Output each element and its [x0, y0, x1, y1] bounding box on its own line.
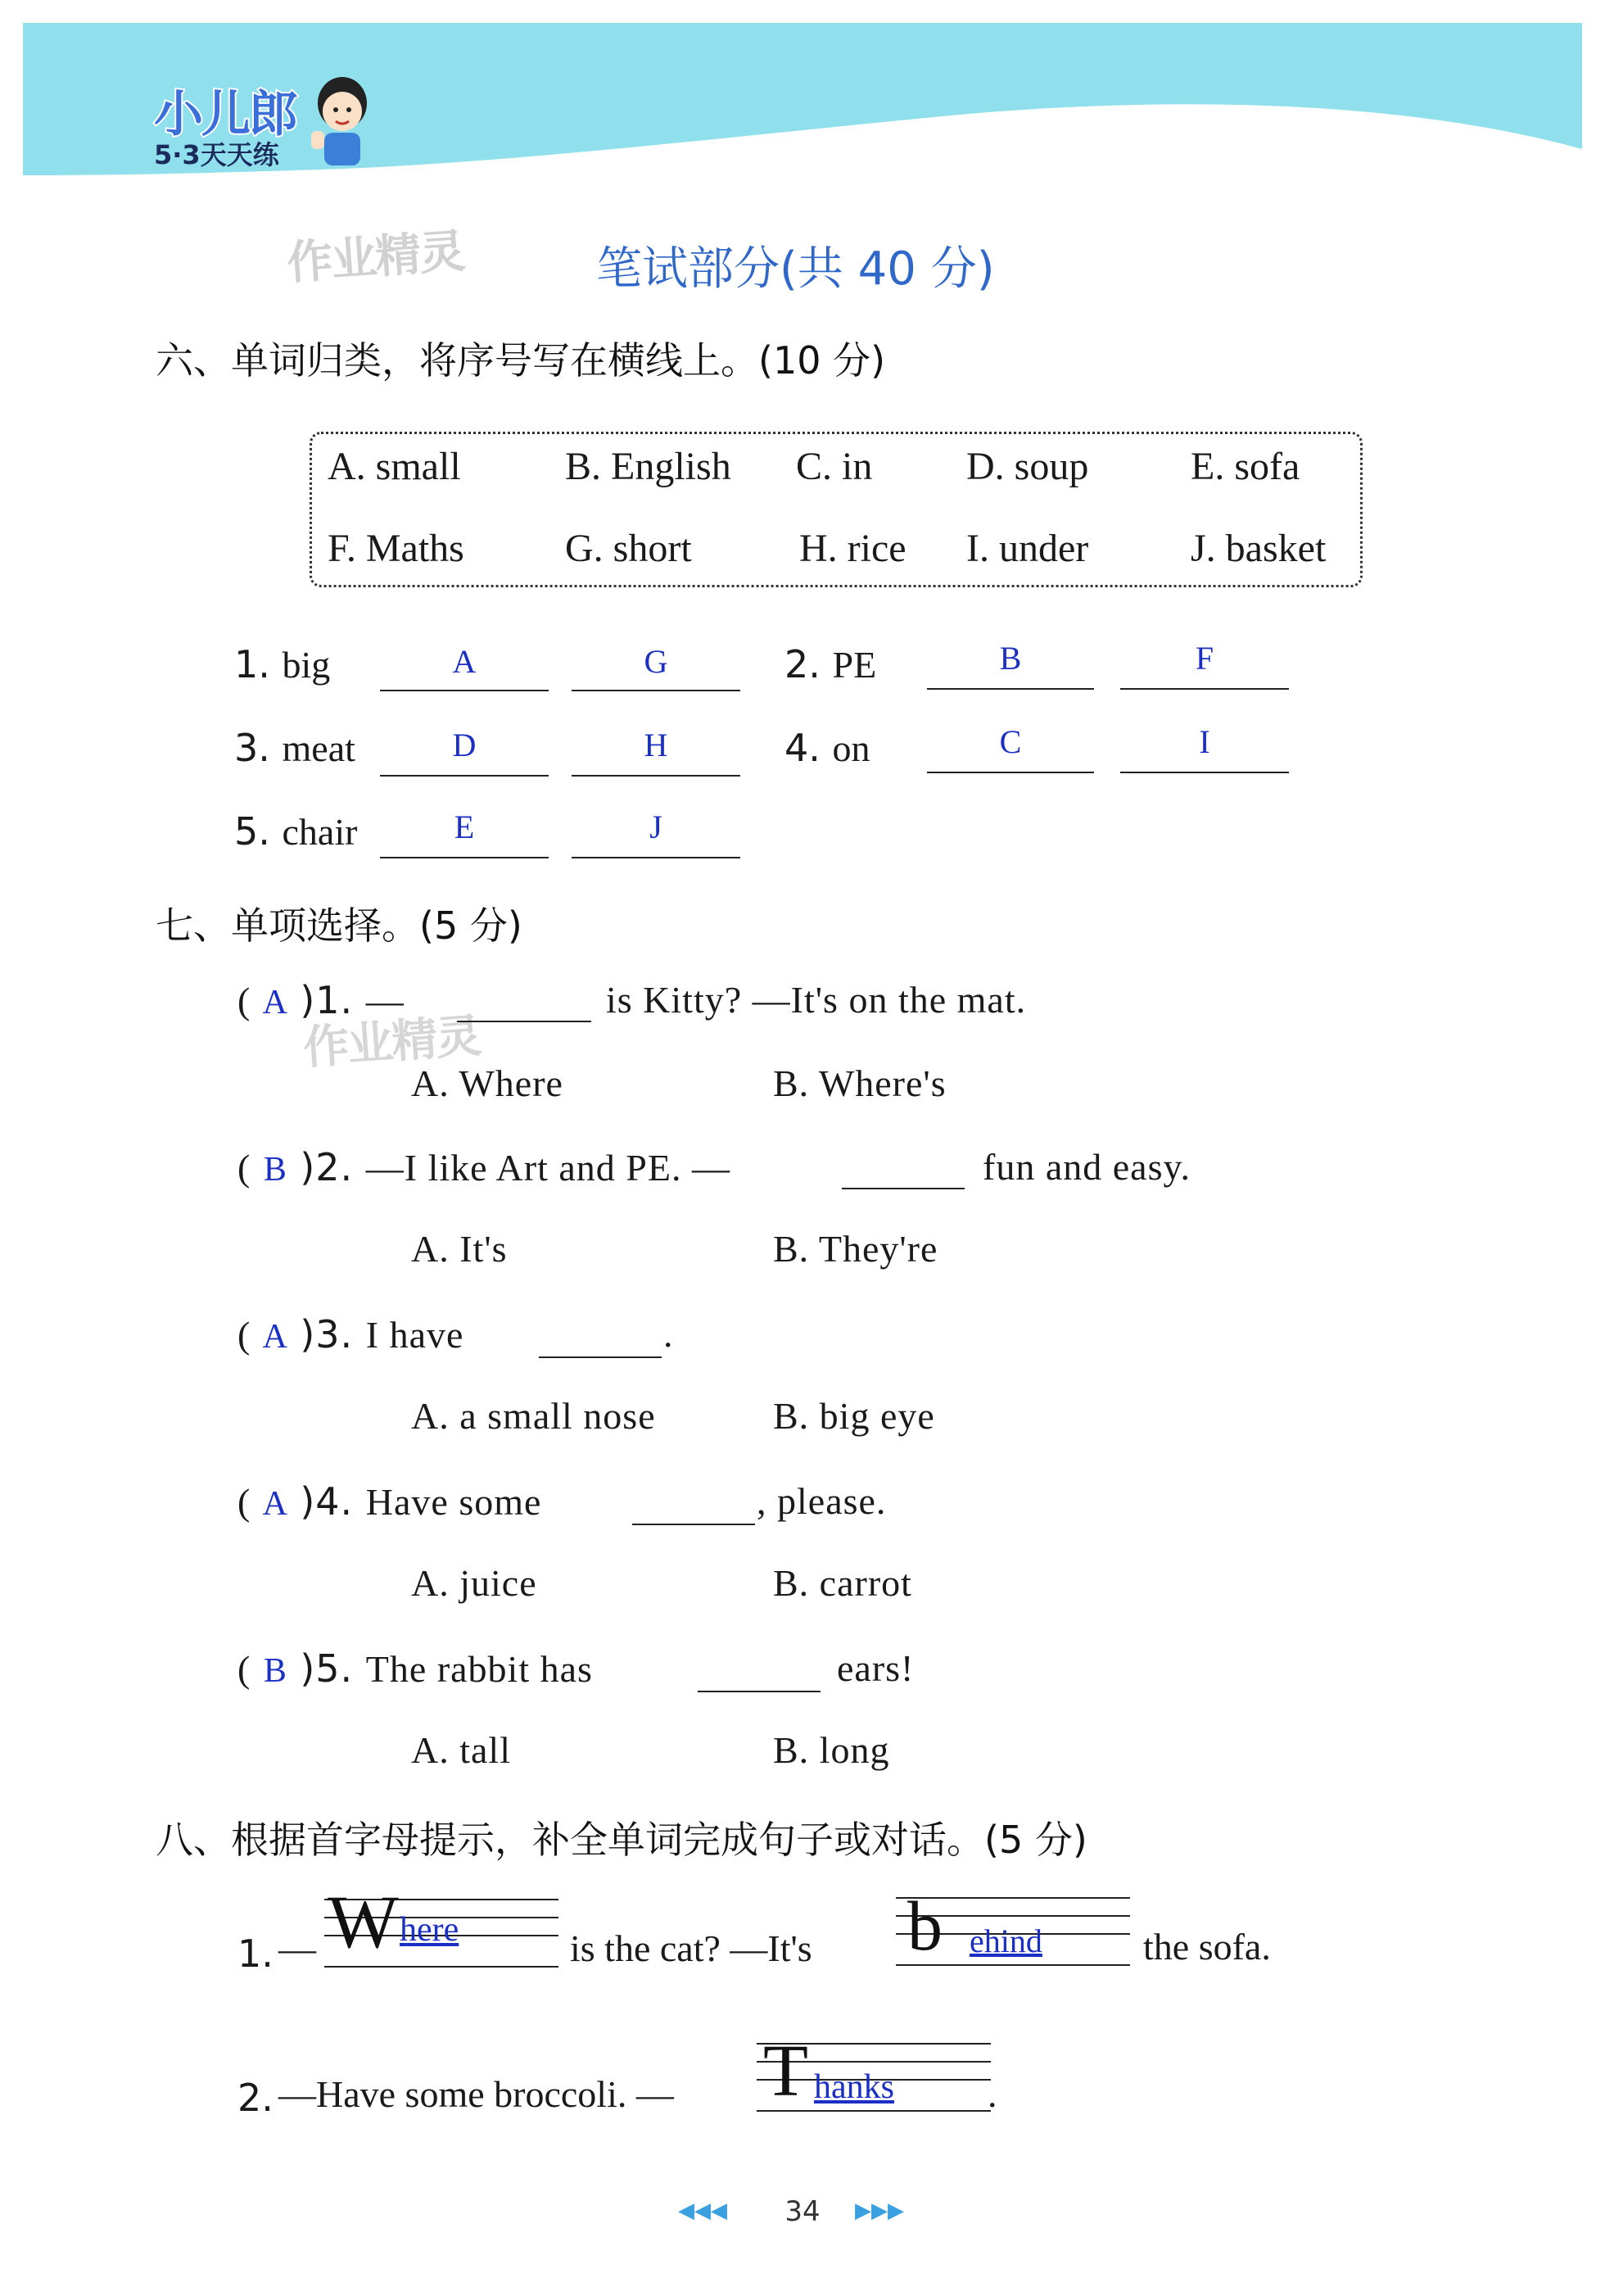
- option-b[interactable]: B. big eye: [773, 1395, 935, 1437]
- mc-question-2: ( B )2. —I like Art and PE. —: [237, 1145, 730, 1189]
- question-text: ears!: [837, 1647, 915, 1689]
- item-word: PE: [832, 644, 877, 686]
- next-arrows-icon: ▶▶▶: [855, 2199, 904, 2223]
- answer-text: H: [644, 727, 668, 763]
- option-a[interactable]: A. tall: [411, 1729, 511, 1771]
- option-b[interactable]: B. carrot: [773, 1562, 912, 1604]
- question-text: .: [663, 1313, 674, 1355]
- sort-item-2: [784, 642, 876, 686]
- question-text: the sofa.: [1143, 1926, 1271, 1968]
- question-text: —I like Art and PE. —: [365, 1147, 730, 1189]
- question-text: —Have some broccoli. —: [278, 2073, 674, 2115]
- answer-text: B: [999, 640, 1022, 677]
- dash: —: [278, 1927, 316, 1969]
- word-option: C. in: [796, 445, 873, 488]
- logo-title: 小儿郎: [154, 86, 296, 143]
- answer-line[interactable]: [698, 1691, 821, 1692]
- answer-line[interactable]: [632, 1524, 755, 1525]
- sort-item-1: [234, 642, 330, 686]
- mc-question-5: ( B )5. The rabbit has: [237, 1646, 593, 1691]
- sentence-end: .: [988, 2073, 997, 2115]
- mc-question-4: ( A )4. Have some: [237, 1479, 542, 1524]
- mc-answer[interactable]: A: [262, 984, 288, 1021]
- item-number: 2.: [784, 642, 821, 686]
- answer-line[interactable]: [1120, 772, 1289, 773]
- word-option: H. rice: [799, 527, 906, 570]
- option-b[interactable]: B. Where's: [773, 1062, 947, 1104]
- mc-question-1: ( A )1. —: [237, 978, 405, 1022]
- item-word: big: [282, 644, 331, 686]
- question-text: —: [365, 980, 405, 1021]
- question-number: 1.: [237, 1931, 274, 1976]
- answer-text: E: [454, 808, 475, 845]
- item-number: 4.: [784, 726, 821, 770]
- answer-line[interactable]: [927, 688, 1094, 690]
- option-a[interactable]: A. It's: [411, 1228, 508, 1270]
- word-option: J. basket: [1191, 527, 1327, 570]
- mc-answer[interactable]: B: [263, 1652, 287, 1690]
- word-option: G. short: [565, 527, 692, 570]
- question-text: Have some: [365, 1481, 542, 1523]
- answer-line[interactable]: [572, 857, 740, 858]
- option-a[interactable]: A. juice: [411, 1562, 537, 1604]
- word-option: F. Maths: [328, 527, 464, 570]
- hint-letter: b: [907, 1886, 943, 1965]
- filled-answer: here: [400, 1911, 459, 1949]
- item-word: meat: [282, 727, 355, 769]
- answer-line[interactable]: [380, 775, 549, 777]
- answer-line[interactable]: [842, 1188, 965, 1189]
- option-a[interactable]: A. a small nose: [411, 1395, 656, 1437]
- sort-item-4: [784, 726, 870, 770]
- question-text: is Kitty? —It's on the mat.: [606, 979, 1027, 1021]
- answer-line[interactable]: [927, 772, 1094, 773]
- question-number: )3.: [300, 1312, 354, 1356]
- prev-arrows-icon: ◀◀◀: [678, 2199, 727, 2223]
- filled-answer: hanks: [814, 2068, 894, 2106]
- part8-heading: 八、根据首字母提示，补全单词完成句子或对话。(5 分): [156, 1818, 1087, 1862]
- answer-text: G: [644, 643, 668, 680]
- page-number: 34: [784, 2195, 821, 2228]
- answer-text: F: [1195, 640, 1214, 677]
- sort-item-5: [234, 809, 357, 854]
- answer-line[interactable]: [572, 690, 740, 691]
- answer-text: D: [452, 727, 477, 763]
- word-option: B. English: [565, 445, 731, 488]
- logo-subtitle: 5·3天天练: [154, 139, 279, 170]
- word-option: I. under: [966, 527, 1089, 570]
- mascot-boy-icon: [310, 72, 375, 170]
- item-word: on: [832, 727, 870, 769]
- watermark: 作业精灵: [285, 224, 466, 291]
- question-number: )5.: [300, 1646, 354, 1691]
- option-b[interactable]: B. They're: [773, 1228, 938, 1270]
- question-number: )1.: [300, 978, 354, 1022]
- sort-item-3: [234, 726, 355, 770]
- answer-line[interactable]: [572, 775, 740, 777]
- answer-text: A: [452, 643, 477, 680]
- question-text: is the cat? —It's: [570, 1927, 812, 1969]
- item-word: chair: [282, 811, 358, 853]
- section-title: 笔试部分(共 40 分): [596, 242, 995, 296]
- question-text: The rabbit has: [365, 1648, 593, 1690]
- mc-question-3: ( A )3. I have: [237, 1312, 464, 1356]
- word-option: A. small: [328, 445, 461, 488]
- answer-text: J: [649, 808, 662, 845]
- word-option: E. sofa: [1191, 445, 1300, 488]
- option-b[interactable]: B. long: [773, 1729, 890, 1771]
- question-text: , please.: [757, 1480, 887, 1522]
- question-text: I have: [365, 1314, 464, 1356]
- question-number: )4.: [300, 1479, 354, 1524]
- part7-heading: 七、单项选择。(5 分): [156, 903, 522, 948]
- item-number: 1.: [234, 642, 270, 686]
- question-number: 2.: [237, 2076, 274, 2120]
- answer-text: C: [999, 723, 1022, 760]
- answer-line[interactable]: [380, 857, 549, 858]
- mc-answer[interactable]: A: [262, 1485, 288, 1523]
- answer-text: I: [1199, 723, 1210, 760]
- filled-answer: ehind: [970, 1922, 1042, 1959]
- answer-line[interactable]: [1120, 688, 1289, 690]
- question-text: fun and easy.: [983, 1146, 1191, 1188]
- answer-line[interactable]: [539, 1356, 662, 1358]
- part6-heading: 六、单词归类，将序号写在横线上。(10 分): [156, 338, 886, 383]
- option-a[interactable]: A. Where: [411, 1062, 563, 1104]
- answer-line[interactable]: [457, 1021, 591, 1022]
- hint-letter: T: [763, 2031, 808, 2112]
- question-number: )2.: [300, 1145, 354, 1189]
- item-number: 5.: [234, 809, 270, 854]
- watermark: 作业精灵: [301, 1009, 482, 1076]
- word-option: D. soup: [966, 445, 1089, 488]
- mc-answer[interactable]: A: [262, 1318, 288, 1356]
- answer-line[interactable]: [380, 690, 549, 691]
- hint-letter: W: [328, 1880, 399, 1963]
- item-number: 3.: [234, 726, 270, 770]
- mc-answer[interactable]: B: [263, 1151, 287, 1189]
